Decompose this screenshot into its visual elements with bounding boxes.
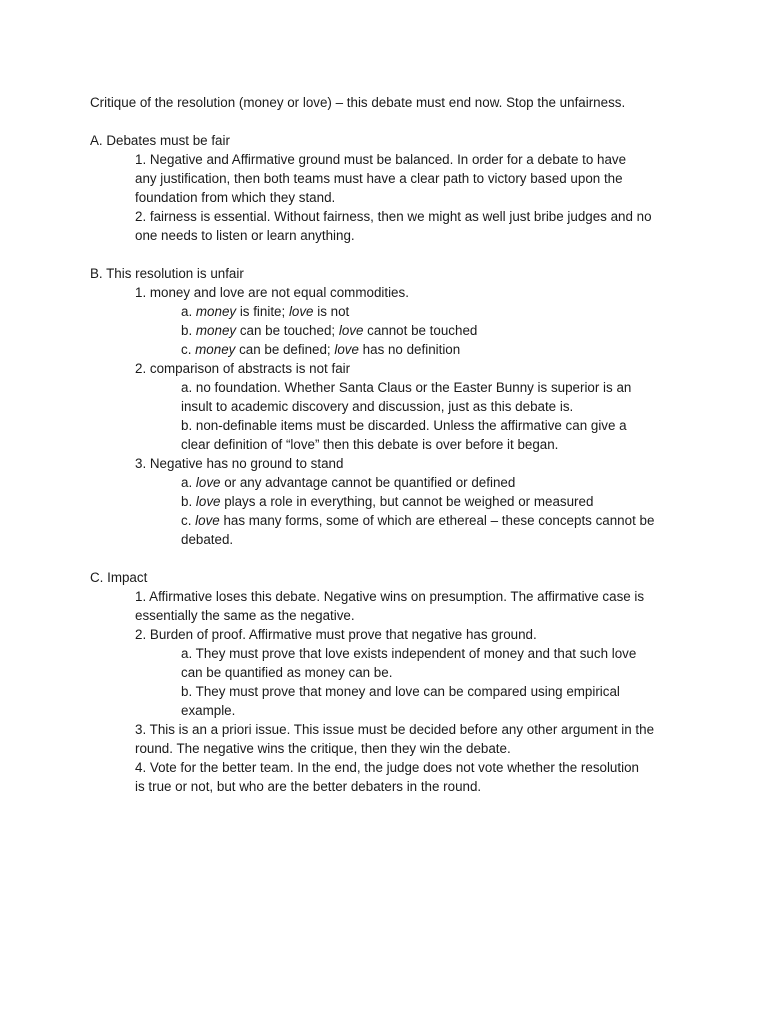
section-b-item-1b <box>90 321 690 340</box>
emphasis-love: love <box>195 494 221 509</box>
section-a-item-1-line-1: 1. Negative and Affirmative ground must be balanced. In order for a debate to have <box>135 152 627 167</box>
emphasis-money: money <box>195 323 237 338</box>
section-spacer <box>90 549 690 568</box>
section-c-item-4-line-1: 4. Vote for the better team. In the end, the judge does not vote whether the resolution <box>135 760 639 775</box>
section-a-item-2-line-2: one needs to listen or learn anything. <box>135 228 355 243</box>
section-c-item-2b-line-2: example. <box>181 703 236 718</box>
section-c-item-2: 2. Burden of proof. Affirmative must prove that negative has ground. <box>135 627 537 642</box>
emphasis-money: money <box>195 304 237 319</box>
section-c-item-2b-line-1: b. They must prove that money and love can be compared using empirical <box>181 684 620 699</box>
section-b-item-1a <box>90 302 690 321</box>
document-page <box>90 93 690 796</box>
text-fragment: or any advantage cannot be quantified or defined <box>220 475 516 490</box>
section-b-item-2a-line-2: insult to academic discovery and discussion, just as this debate is. <box>181 399 574 414</box>
section-b-item-3a <box>90 473 690 492</box>
emphasis-love: love <box>195 513 220 528</box>
section-b-item-2a-line-1: a. no foundation. Whether Santa Claus or the Easter Bunny is superior is an <box>181 380 632 395</box>
list-marker: a. <box>181 475 196 490</box>
text-fragment: is not <box>313 304 350 319</box>
section-b-heading: B. This resolution is unfair <box>90 266 244 281</box>
section-b-item-3b <box>90 492 690 511</box>
text-fragment: has many forms, some of which are ethereal – these concepts cannot be <box>219 513 655 528</box>
section-c-item-1-line-1: 1. Affirmative loses this debate. Negative wins on presumption. The affirmative case is <box>135 589 645 604</box>
section-a-item-1-line-3: foundation from which they stand. <box>135 190 336 205</box>
text-fragment: cannot be touched <box>363 323 478 338</box>
text-fragment: has no definition <box>358 342 461 357</box>
section-c-item-3-line-2: round. The negative wins the critique, then they win the debate. <box>135 741 511 756</box>
document-title: Critique of the resolution (money or love) – this debate must end now. Stop the unfairness. <box>90 95 626 110</box>
text-fragment: can be defined; <box>235 342 335 357</box>
section-a-heading: A. Debates must be fair <box>90 133 230 148</box>
section-b-item-2b-line-2: clear definition of “love” then this debate is over before it began. <box>181 437 559 452</box>
section-b-item-3c-line-2: debated. <box>181 532 234 547</box>
list-marker: b. <box>181 323 196 338</box>
section-c-item-4-line-2: is true or not, but who are the better debaters in the round. <box>135 779 482 794</box>
emphasis-love: love <box>195 475 221 490</box>
list-marker: c. <box>181 513 196 528</box>
section-b-item-3: 3. Negative has no ground to stand <box>135 456 344 471</box>
text-fragment: is finite; <box>236 304 289 319</box>
emphasis-money: money <box>195 342 236 357</box>
section-c-item-3-line-1: 3. This is an a priori issue. This issue must be decided before any other argument in the <box>135 722 655 737</box>
text-fragment: can be touched; <box>236 323 339 338</box>
text-fragment: plays a role in everything, but cannot be weighed or measured <box>220 494 594 509</box>
section-b-item-3c-line-1 <box>90 511 690 530</box>
section-b-item-1: 1. money and love are not equal commodities. <box>135 285 409 300</box>
section-b-item-1c <box>90 340 690 359</box>
emphasis-love: love <box>288 304 314 319</box>
section-b-item-2: 2. comparison of abstracts is not fair <box>135 361 351 376</box>
section-c-item-2a-line-2: can be quantified as money can be. <box>181 665 393 680</box>
section-a-item-2-line-1: 2. fairness is essential. Without fairness, then we might as well just bribe judges and no <box>135 209 652 224</box>
section-c-heading: C. Impact <box>90 570 148 585</box>
section-c-item-1-line-2: essentially the same as the negative. <box>135 608 355 623</box>
section-spacer <box>90 245 690 264</box>
section-b-item-2b-line-1: b. non-definable items must be discarded. Unless the affirmative can give a <box>181 418 627 433</box>
emphasis-love: love <box>338 323 364 338</box>
list-marker: a. <box>181 304 196 319</box>
section-a-item-1-line-2: any justification, then both teams must have a clear path to victory based upon the <box>135 171 623 186</box>
list-marker: c. <box>181 342 196 357</box>
list-marker: b. <box>181 494 196 509</box>
emphasis-love: love <box>334 342 359 357</box>
section-c-item-2a-line-1: a. They must prove that love exists independent of money and that such love <box>181 646 637 661</box>
